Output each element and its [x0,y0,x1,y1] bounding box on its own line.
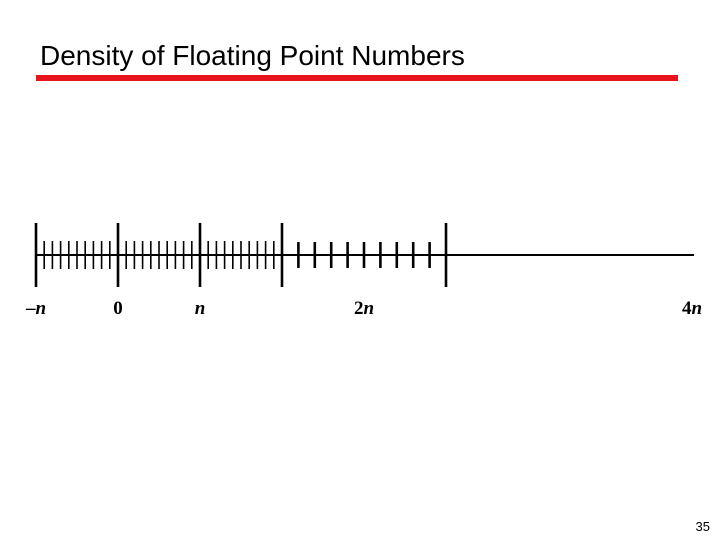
title-underline-bar [36,75,678,81]
label-zero: 0 [113,298,123,319]
number-line-labels [25,298,702,319]
label-neg-n: –n [25,298,47,319]
number-line-diagram [0,210,720,330]
page-number: 35 [695,519,710,534]
title-underline [36,75,678,81]
label-two-n: 2n [353,298,375,319]
label-n: n [194,298,206,319]
slide-title: Density of Floating Point Numbers [40,40,465,71]
label-four-n: 4n [681,298,703,319]
